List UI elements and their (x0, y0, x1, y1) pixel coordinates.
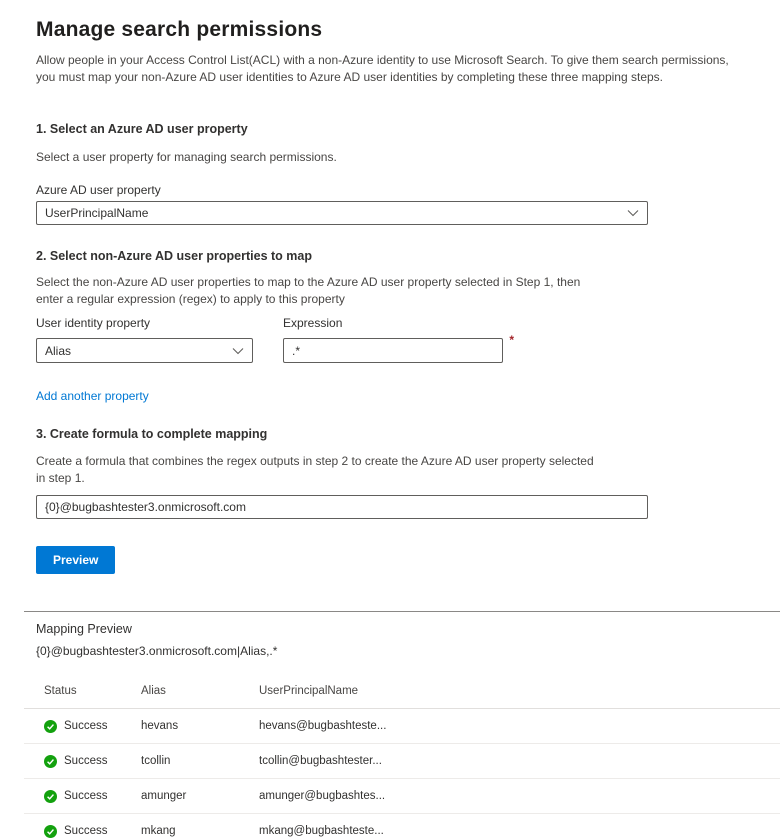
azure-property-dropdown[interactable] (36, 201, 648, 225)
step3-heading: 3. Create formula to complete mapping (36, 427, 268, 441)
mapping-preview-table (24, 674, 780, 840)
alias-cell: amunger (141, 790, 187, 802)
step1-heading: 1. Select an Azure AD user property (36, 122, 248, 136)
identity-property-label: User identity property (36, 316, 151, 330)
expression-input[interactable] (283, 338, 503, 363)
expression-group (283, 316, 514, 363)
table-row (24, 814, 780, 840)
required-asterisk: * (509, 333, 514, 347)
mapping-fields-row (36, 316, 744, 363)
table-header-row (24, 674, 780, 709)
status-badge: Success (64, 755, 108, 767)
alias-cell: hevans (141, 720, 179, 732)
identity-property-group (36, 316, 253, 363)
add-another-property-link[interactable]: Add another property (36, 389, 149, 403)
table-row (24, 744, 780, 779)
formula-input[interactable] (36, 495, 648, 519)
upn-cell: amunger@bugbashtes... (259, 790, 386, 802)
success-check-icon (44, 825, 57, 838)
status-badge: Success (64, 720, 108, 732)
preview-button[interactable]: Preview (36, 546, 115, 574)
step3-description: Create a formula that combines the regex outputs in step 2 to create the Azure AD user property selected in step 1. (36, 454, 594, 485)
identity-property-dropdown[interactable] (36, 338, 253, 363)
identity-property-value: Alias (45, 343, 72, 358)
azure-property-value: UserPrincipalName (45, 206, 149, 220)
column-header-alias: Alias (141, 685, 166, 697)
status-badge: Success (64, 790, 108, 802)
expression-label: Expression (283, 316, 343, 330)
column-header-status: Status (44, 685, 77, 697)
upn-cell: mkang@bugbashteste... (259, 825, 384, 837)
mapping-preview-title: Mapping Preview (36, 622, 132, 636)
alias-cell: tcollin (141, 755, 171, 767)
success-check-icon (44, 790, 57, 803)
status-badge: Success (64, 825, 108, 837)
chevron-down-icon (627, 209, 639, 217)
alias-cell: mkang (141, 825, 176, 837)
upn-cell: hevans@bugbashteste... (259, 720, 387, 732)
azure-property-label: Azure AD user property (36, 183, 161, 197)
table-row (24, 709, 780, 744)
success-check-icon (44, 755, 57, 768)
page-title: Manage search permissions (36, 18, 323, 41)
step2-heading: 2. Select non-Azure AD user properties to map (36, 249, 312, 263)
section-divider (24, 611, 780, 612)
success-check-icon (44, 720, 57, 733)
chevron-down-icon (232, 347, 244, 355)
step1-description: Select a user property for managing search permissions. (36, 150, 337, 164)
page-description: Allow people in your Access Control List(ACL) with a non-Azure identity to use Microsoft Search. To give them search permissions, you must map your non-Azure AD user identities to Azure AD user identities by completing these three mapping steps. (36, 53, 729, 84)
table-row (24, 779, 780, 814)
mapping-preview-section (24, 611, 780, 840)
column-header-upn: UserPrincipalName (259, 685, 359, 697)
upn-cell: tcollin@bugbashtester... (259, 755, 382, 767)
step2-description: Select the non-Azure AD user properties to map to the Azure AD user property selected in Step 1, then enter a regular expression (regex) to apply to this property (36, 275, 581, 306)
mapping-preview-formula: {0}@bugbashtester3.onmicrosoft.com|Alias,.* (36, 644, 278, 658)
